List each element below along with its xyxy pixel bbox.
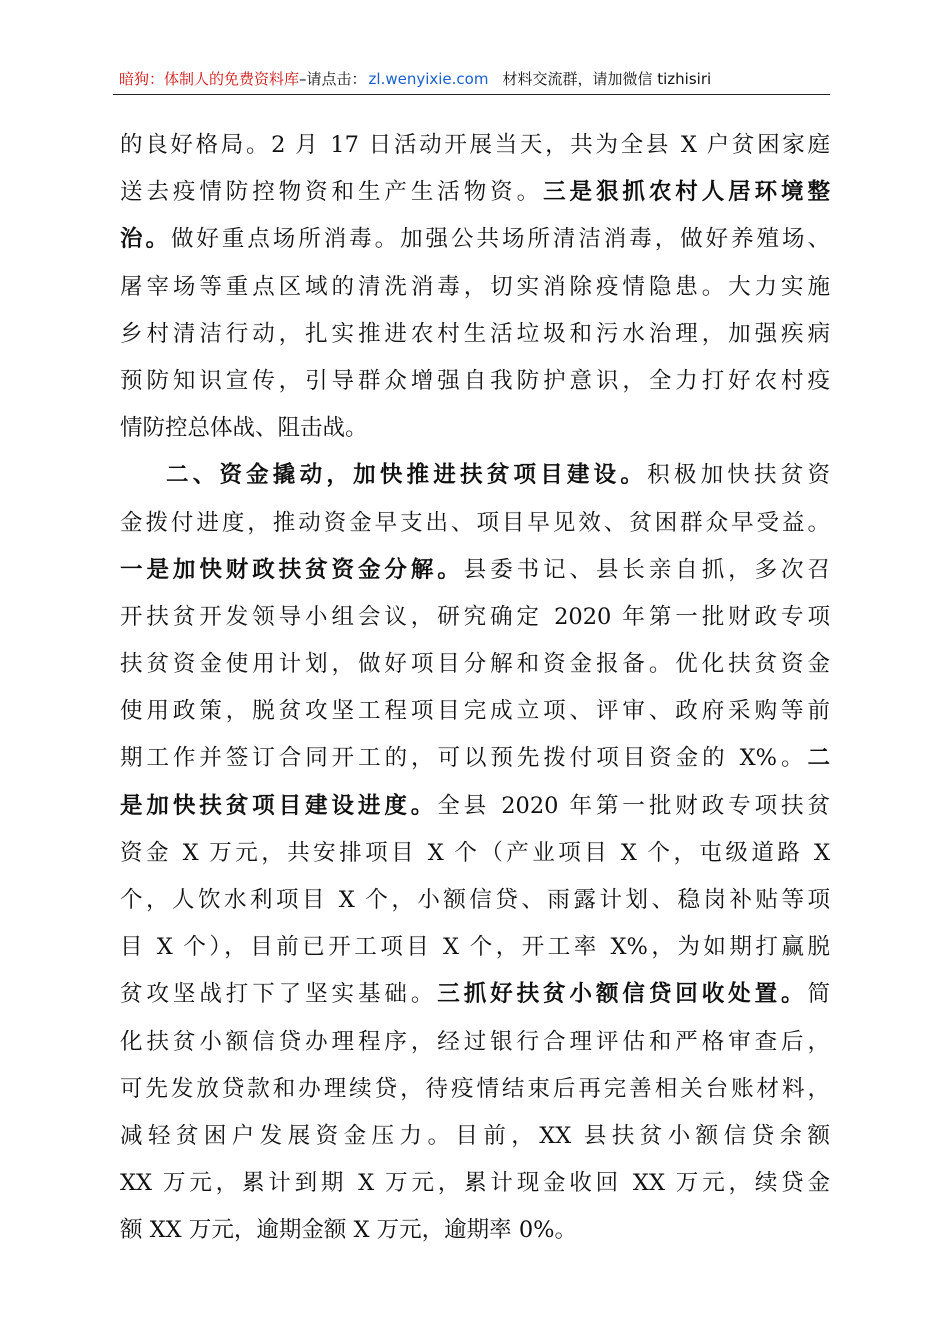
text-line: 个，人饮水利项目 X 个，小额信贷、雨露计划、稳岗补贴等项 (120, 887, 830, 913)
section-heading: 二、资金撬动，加快推进扶贫项目建设。 (166, 462, 648, 489)
bold-heading: 一是加快财政扶贫资金分解。 (120, 556, 464, 583)
header-group-note: 材料交流群，请加微信 tizhisiri (502, 70, 712, 88)
bold-heading: 是加快扶贫项目建设进度。 (120, 792, 438, 819)
text-line: 减轻贫困户发展资金压力。目前，XX 县扶贫小额信贷余额 (120, 1122, 830, 1149)
text-line: 送去疫情防控物资和生产生活物资。三是狠抓农村人居环境整 (120, 179, 830, 206)
header-separator: –请点击： (299, 70, 367, 88)
text-line: 乡村清洁行动，扎实推进农村生活垃圾和污水治理，加强疾病 (120, 320, 830, 347)
bold-heading: 三是狠抓农村人居环境整 (543, 179, 830, 206)
page-header (113, 66, 830, 95)
bold-heading: 三抓好扶贫小额信贷回收处置。 (437, 981, 808, 1008)
text-line: 额 XX 万元，逾期金额 X 万元，逾期率 0%。 (120, 1217, 578, 1244)
text-line: 是加快扶贫项目建设进度。全县 2020 年第一批财政专项扶贫 (120, 792, 830, 819)
text-line: 目 X 个），目前已开工项目 X 个，开工率 X%，为如期打赢脱 (120, 934, 830, 961)
text-line: 治。做好重点场所消毒。加强公共场所清洁消毒，做好养殖场、 (120, 226, 830, 253)
bold-heading: 治。 (120, 226, 171, 253)
header-brand: 暗狗：体制人的免费资料库 (119, 70, 300, 88)
text-line: 期工作并签订合同开工的，可以预先拨付项目资金的 X%。二 (120, 745, 830, 772)
text-line: 扶贫资金使用计划，做好项目分解和资金报备。优化扶贫资金 (120, 651, 830, 678)
document-body (120, 122, 830, 1255)
text-line: XX 万元，累计到期 X 万元，累计现金收回 XX 万元，续贷金 (120, 1170, 830, 1197)
text-line: 预防知识宣传，引导群众增强自我防护意识，全力打好农村疫 (120, 367, 830, 394)
bold-heading: 二 (807, 745, 830, 772)
text-line: 的良好格局。2 月 17 日活动开展当天，共为全县 X 户贫困家庭 (120, 132, 830, 158)
text-line: 金拨付进度，推动资金早支出、项目早见效、贫困群众早受益。 (120, 509, 830, 536)
text-line: 情防控总体战、阻击战。 (120, 415, 368, 442)
text-line: 资金 X 万元，共安排项目 X 个（产业项目 X 个，屯级道路 X (120, 839, 830, 866)
text-line: 使用政策，脱贫攻坚工程项目完成立项、评审、政府采购等前 (120, 698, 830, 725)
section-heading-line: 二、资金撬动，加快推进扶贫项目建设。积极加快扶贫资 (166, 462, 830, 489)
text-line: 一是加快财政扶贫资金分解。县委书记、县长亲自抓，多次召 (120, 556, 830, 583)
text-line: 化扶贫小额信贷办理程序，经过银行合理评估和严格审查后， (120, 1028, 830, 1055)
text-line: 可先发放贷款和办理续贷，待疫情结束后再完善相关台账材料， (120, 1075, 830, 1102)
text-line: 贫攻坚战打下了坚实基础。三抓好扶贫小额信贷回收处置。简 (120, 981, 830, 1008)
text-line: 开扶贫开发领导小组会议，研究确定 2020 年第一批财政专项 (120, 603, 830, 630)
text-line: 屠宰场等重点区域的清洗消毒，切实消除疫情隐患。大力实施 (120, 273, 830, 300)
header-link[interactable]: zl.wenyixie.com (368, 70, 489, 88)
